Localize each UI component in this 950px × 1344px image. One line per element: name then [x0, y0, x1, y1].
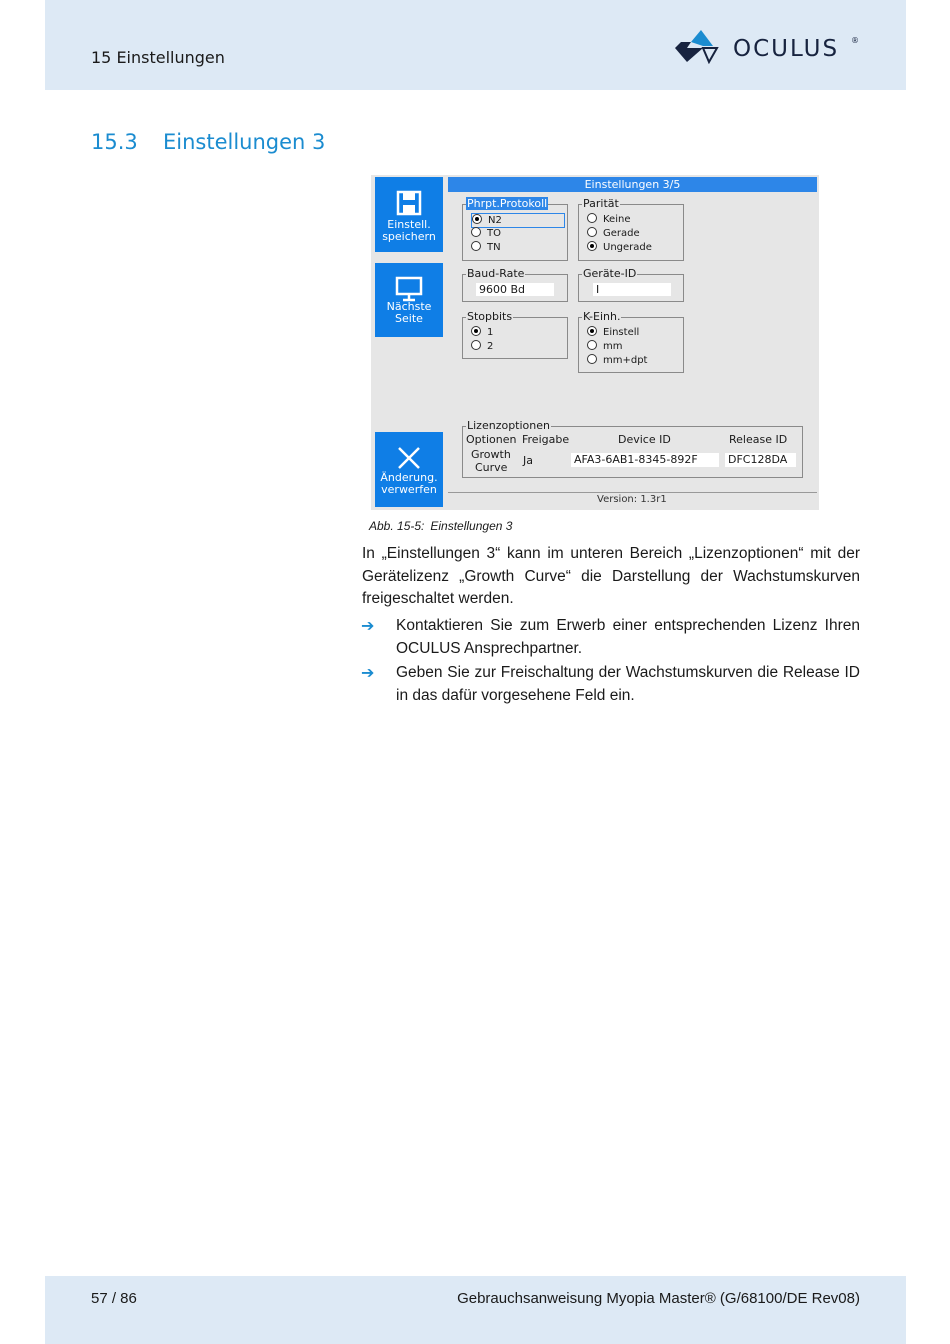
next-label-2: Seite [395, 312, 423, 325]
option-label: Einstell [603, 327, 640, 338]
protocol-option-n2[interactable] [471, 213, 565, 228]
device-id-group [578, 267, 684, 302]
option-label: N2 [488, 215, 502, 226]
license-option-name-2: Curve [475, 461, 508, 474]
option-label: Gerade [603, 228, 640, 239]
protocol-option-tn[interactable] [471, 241, 501, 254]
arrow-bullet-icon: ➔ [361, 663, 375, 682]
section-number: 15.3 [91, 130, 138, 154]
license-options-group [462, 419, 803, 478]
radio [471, 340, 481, 350]
bullet-item: Geben Sie zur Freischaltung der Wachstumskurven die Release ID in das dafür vorgesehene Feld ein. [396, 664, 860, 704]
parity-label: Parität [583, 197, 619, 210]
option-label: mm+dpt [603, 355, 648, 366]
parity-option-none[interactable] [587, 213, 630, 226]
floppy-disk-icon [395, 189, 423, 217]
license-device-id-field[interactable]: AFA3-6AB1-8345-892F [571, 453, 719, 467]
version-text: Version: 1.3r1 [597, 494, 667, 505]
option-label: 1 [487, 327, 494, 338]
page-footer [45, 1276, 906, 1344]
parity-group [578, 197, 684, 261]
stopbits-label: Stopbits [467, 310, 513, 323]
figure-caption [369, 519, 512, 533]
discard-changes-button[interactable] [375, 432, 443, 507]
parity-option-even[interactable] [587, 227, 640, 240]
screen-title-bar: Einstellungen 3/5 [448, 177, 817, 192]
device-id-label: Geräte-ID [583, 267, 637, 280]
k-unit-option-setting[interactable] [587, 326, 639, 339]
protocol-label: Phrpt.Protokoll [467, 197, 548, 210]
radio-selected [472, 214, 482, 224]
radio-selected [587, 241, 597, 251]
save-label-2: speichern [382, 230, 436, 243]
radio [587, 340, 597, 350]
radio [587, 213, 597, 223]
radio-selected [587, 326, 597, 336]
k-unit-group [578, 310, 684, 373]
option-label: TN [487, 242, 501, 253]
next-label-1: Nächste [386, 300, 432, 313]
license-enabled-value: Ja [523, 454, 533, 467]
caption-number: Abb. 15-5: [369, 519, 425, 533]
settings-screenshot [371, 175, 819, 510]
arrow-bullet-icon: ➔ [361, 616, 375, 635]
license-option-name-1: Growth [471, 448, 511, 461]
close-icon [395, 444, 423, 472]
license-header-release-id: Release ID [729, 433, 788, 446]
intro-paragraph: In „Einstellungen 3“ kann im unteren Bereich „Lizenzoptionen“ mit der Gerätelizenz „Growth Curve“ die Darstellung der Wachstumskurven freigeschaltet werden. [362, 545, 860, 607]
radio [587, 354, 597, 364]
k-unit-label: K-Einh. [583, 310, 621, 323]
baud-rate-label: Baud-Rate [467, 267, 525, 280]
option-label: Ungerade [603, 242, 652, 253]
discard-label-1: Änderung. [380, 471, 438, 484]
k-unit-option-mm[interactable] [587, 340, 622, 353]
option-label: Keine [603, 214, 631, 225]
divider [448, 492, 817, 493]
radio-selected [471, 326, 481, 336]
page-header [45, 0, 906, 90]
radio [471, 227, 481, 237]
oculus-logo-icon [673, 28, 731, 64]
option-label: TO [487, 228, 501, 239]
discard-label-2: verwerfen [381, 483, 437, 496]
license-header-options: Optionen [466, 433, 517, 446]
license-header-enabled: Freigabe [522, 433, 570, 446]
stopbits-group [462, 310, 568, 359]
baud-rate-group [462, 267, 568, 302]
chapter-title: 15 Einstellungen [91, 48, 225, 67]
save-settings-button[interactable] [375, 177, 443, 252]
baud-rate-field[interactable]: 9600 Bd [476, 283, 554, 296]
license-release-id-field[interactable]: DFC128DA [725, 453, 796, 467]
radio [587, 227, 597, 237]
parity-option-odd[interactable] [587, 241, 652, 254]
protocol-group [462, 197, 568, 261]
section-title: Einstellungen 3 [163, 130, 326, 154]
device-id-field[interactable]: I [593, 283, 671, 296]
next-page-button[interactable] [375, 263, 443, 337]
license-options-label: Lizenzoptionen [467, 419, 550, 432]
oculus-logo [673, 28, 863, 68]
logo-text: OCULUS [733, 36, 840, 62]
radio [471, 241, 481, 251]
stopbits-option-1[interactable] [471, 326, 493, 339]
k-unit-option-mm-dpt[interactable] [587, 354, 647, 367]
bullet-item: Kontaktieren Sie zum Erwerb einer entsprechenden Lizenz Ihren OCULUS Ansprechpartner. [396, 617, 860, 657]
option-label: 2 [487, 341, 494, 352]
protocol-option-to[interactable] [471, 227, 501, 240]
save-label-1: Einstell. [387, 218, 431, 231]
page-number: 57 / 86 [91, 1290, 137, 1307]
document-title: Gebrauchsanweisung Myopia Master® (G/68100/DE Rev08) [457, 1290, 860, 1307]
caption-label: Einstellungen 3 [430, 519, 513, 533]
monitor-icon [395, 275, 423, 303]
license-header-device-id: Device ID [618, 433, 671, 446]
stopbits-option-2[interactable] [471, 340, 493, 353]
option-label: mm [603, 341, 623, 352]
logo-registered: ® [851, 36, 859, 45]
